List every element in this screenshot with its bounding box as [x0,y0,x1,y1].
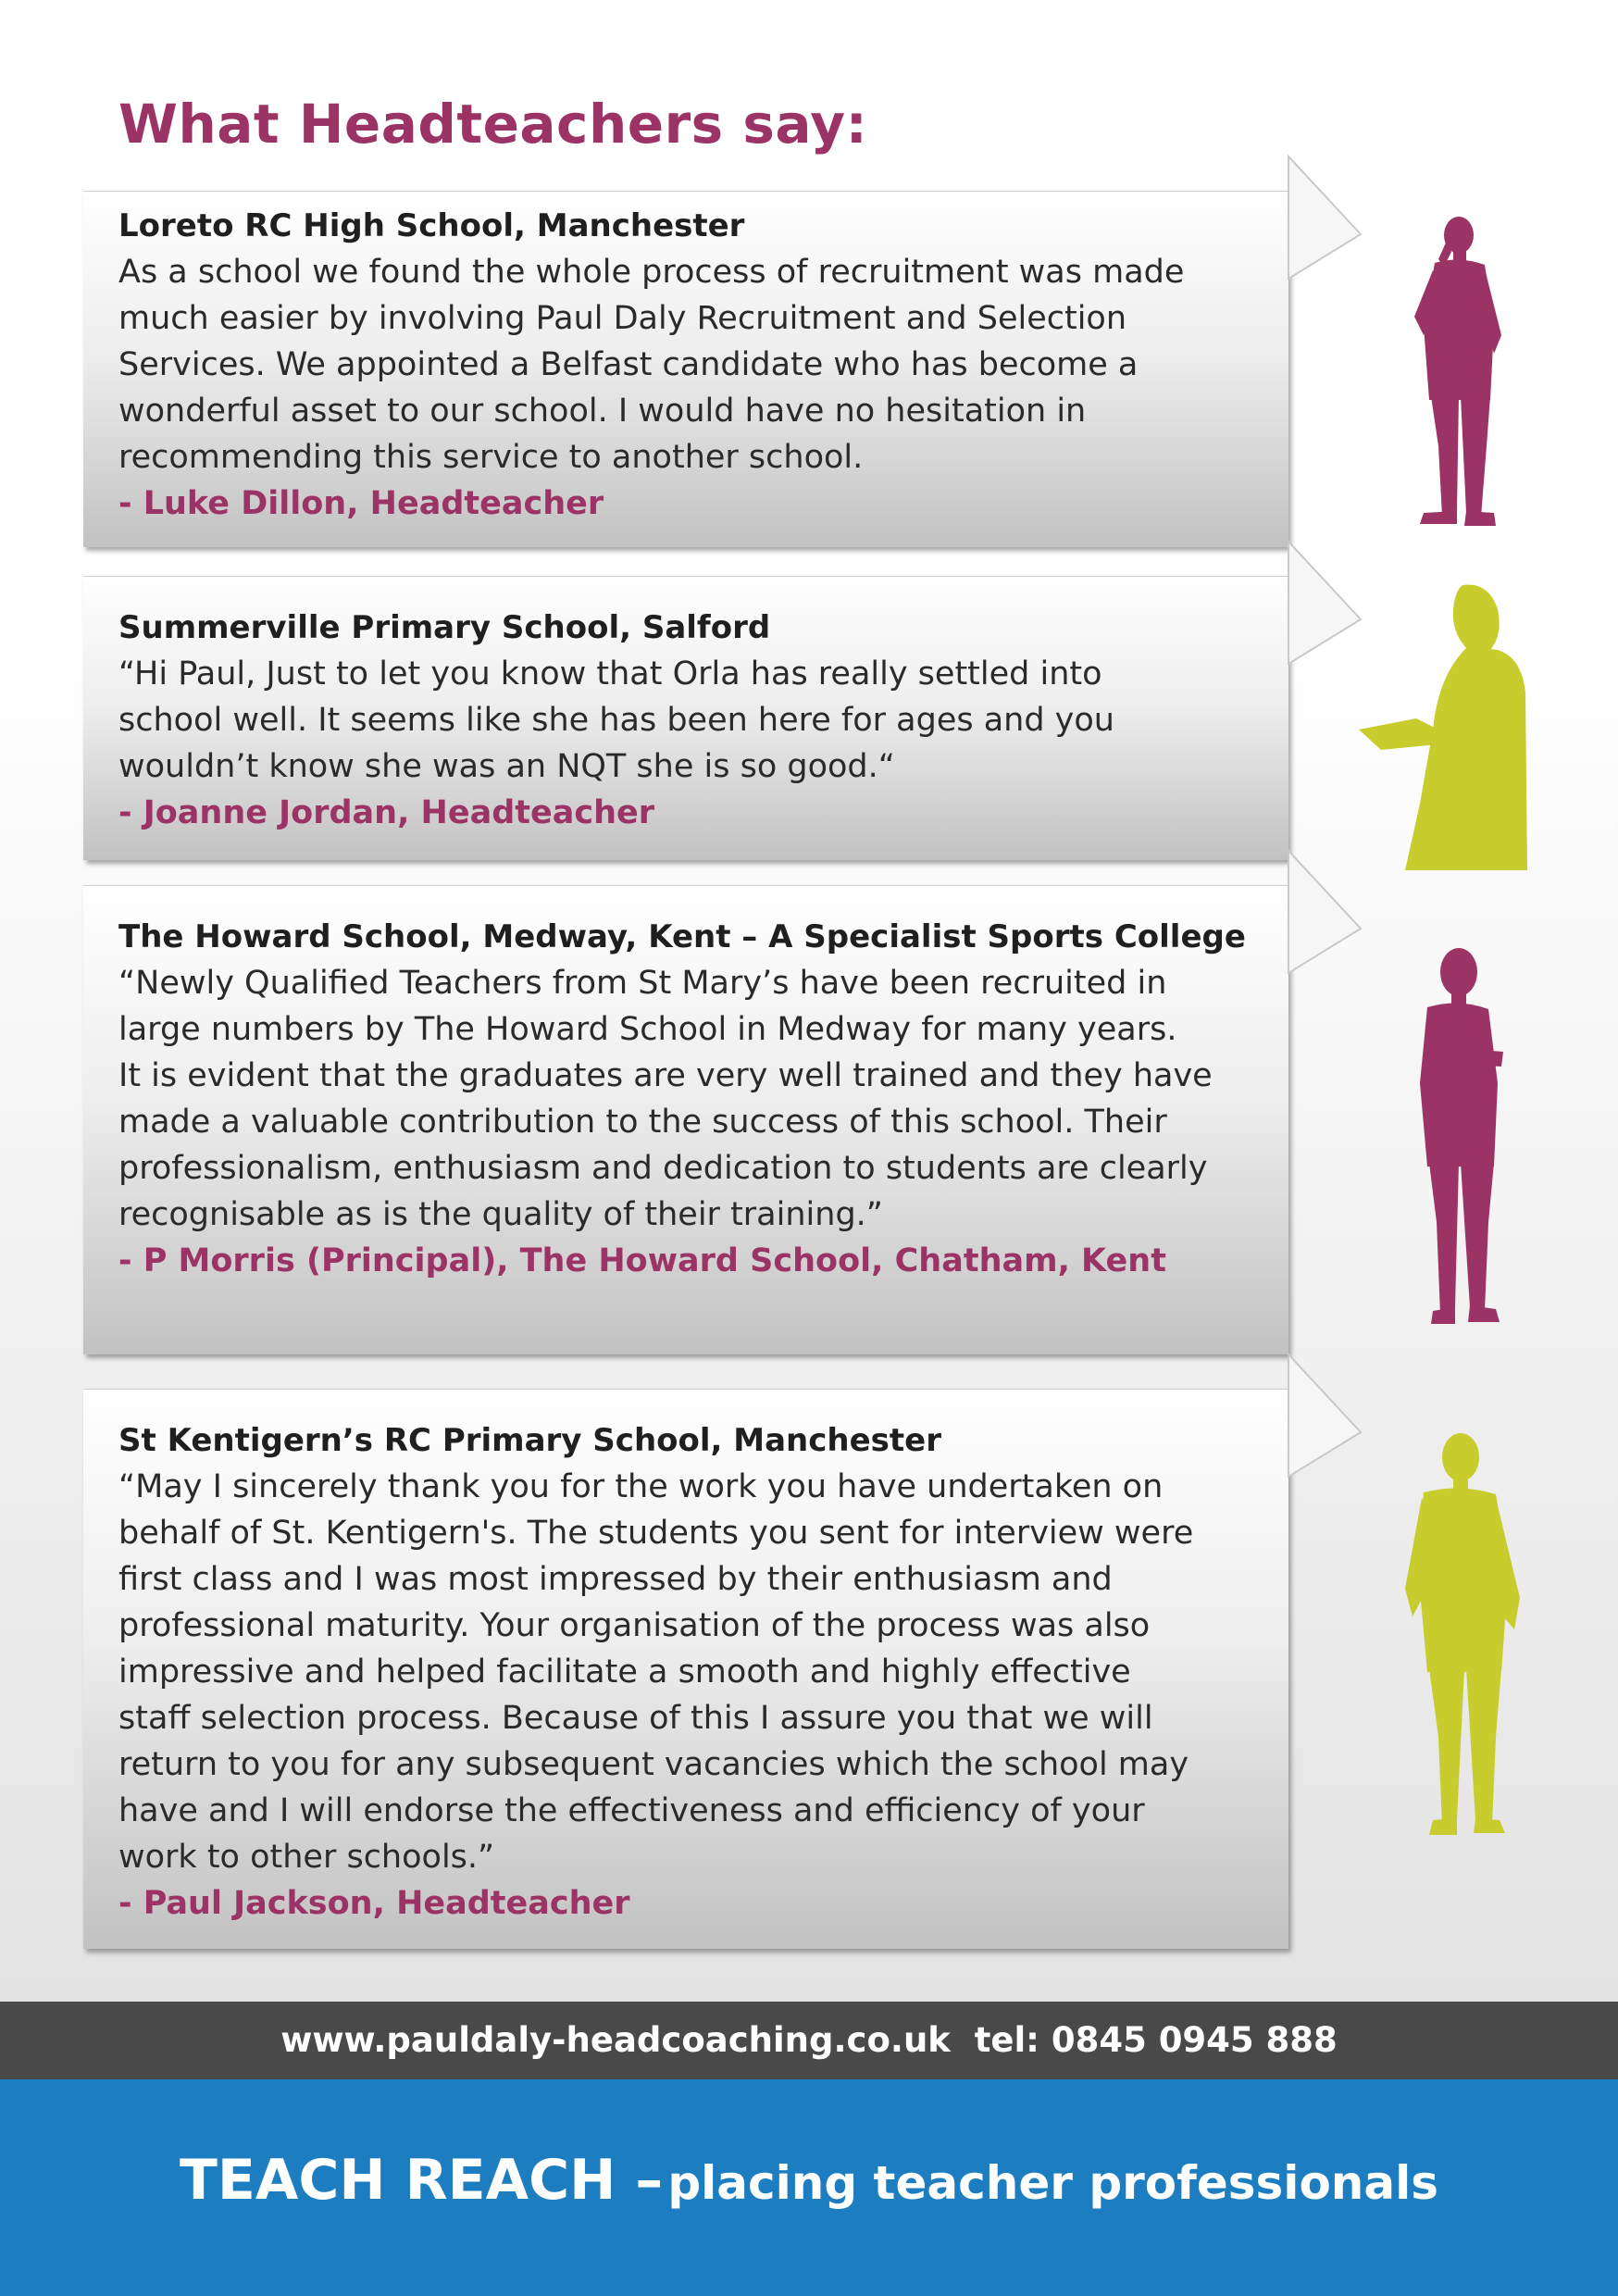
school-name: Summerville Primary School, Salford [118,609,771,646]
testimonial-card [83,191,1288,547]
quote-line: professionalism, enthusiasm and dedication to students are clearly [118,1150,1208,1187]
quote-author: - Luke Dillon, Headteacher [118,485,604,522]
quote-line: wonderful asset to our school. I would have no hesitation in [118,393,1087,430]
quote-line: professional maturity. Your organisation of the process was also [118,1607,1151,1644]
website-link[interactable]: www.pauldaly-headcoaching.co.uk [280,2020,951,2060]
school-name: St Kentigern’s RC Primary School, Manchester [118,1422,941,1459]
contact-bar [0,2002,1618,2079]
woman-reading-silhouette-icon [1359,581,1553,870]
quote-line: work to other schools.” [118,1839,495,1876]
quote-line: “Hi Paul, Just to let you know that Orla has really settled into [118,655,1102,693]
quote-line: wouldn’t know she was an NQT she is so good.“ [118,748,895,785]
quote-line: return to you for any subsequent vacancies which the school may [118,1746,1189,1783]
quote-line: behalf of St. Kentigern's. The students you sent for interview were [118,1515,1194,1552]
quote-line: impressive and helped facilitate a smooth and highly effective [118,1653,1131,1691]
quote-author: - Paul Jackson, Headteacher [118,1885,630,1922]
testimonial-card [83,576,1288,860]
page-title: What Headteachers say: [118,93,868,156]
quote-line: have and I will endorse the effectiveness and efficiency of your [118,1792,1145,1829]
testimonial-card [83,1389,1288,1949]
quote-line: first class and I was most impressed by their enthusiasm and [118,1561,1113,1598]
quote-author: - Joanne Jordan, Headteacher [118,794,655,831]
school-name: The Howard School, Medway, Kent – A Specialist Sports College [118,918,1246,955]
quote-line: school well. It seems like she has been here for ages and you [118,702,1114,739]
quote-line: made a valuable contribution to the success of this school. Their [118,1104,1167,1141]
man-on-phone-silhouette-icon [1405,215,1516,531]
quote-line: staff selection process. Because of this I assure you that we will [118,1700,1153,1737]
quote-line: large numbers by The Howard School in Medway for many years. [118,1011,1177,1048]
quote-line: Services. We appointed a Belfast candidate who has become a [118,346,1139,383]
quote-line: “Newly Qualified Teachers from St Mary’s have been recruited in [118,965,1167,1002]
quote-line: It is evident that the graduates are very well trained and they have [118,1057,1213,1094]
quote-line: recognisable as is the quality of their training.” [118,1196,883,1233]
speech-tail [1288,1390,1363,1501]
school-name: Loreto RC High School, Manchester [118,207,745,244]
testimonial-card [83,885,1288,1354]
quote-author: - P Morris (Principal), The Howard School, Chatham, Kent [118,1242,1166,1279]
quote-line: recommending this service to another school. [118,439,864,476]
brand-tagline: placing teacher professionals [667,2156,1439,2210]
quote-line: As a school we found the whole process of recruitment was made [118,254,1185,291]
man-standing-silhouette-icon [1396,1431,1544,1848]
brand-banner [0,2079,1618,2296]
brand-name: TEACH REACH – [179,2148,664,2213]
speech-tail [1288,577,1363,688]
speech-tail [1288,192,1363,303]
quote-line: much easier by involving Paul Daly Recruitment and Selection [118,300,1127,337]
speech-tail [1288,886,1363,997]
man-arms-crossed-silhouette-icon [1407,944,1527,1333]
telephone-number: tel: 0845 0945 888 [974,2020,1338,2060]
quote-line: “May I sincerely thank you for the work you have undertaken on [118,1468,1164,1505]
